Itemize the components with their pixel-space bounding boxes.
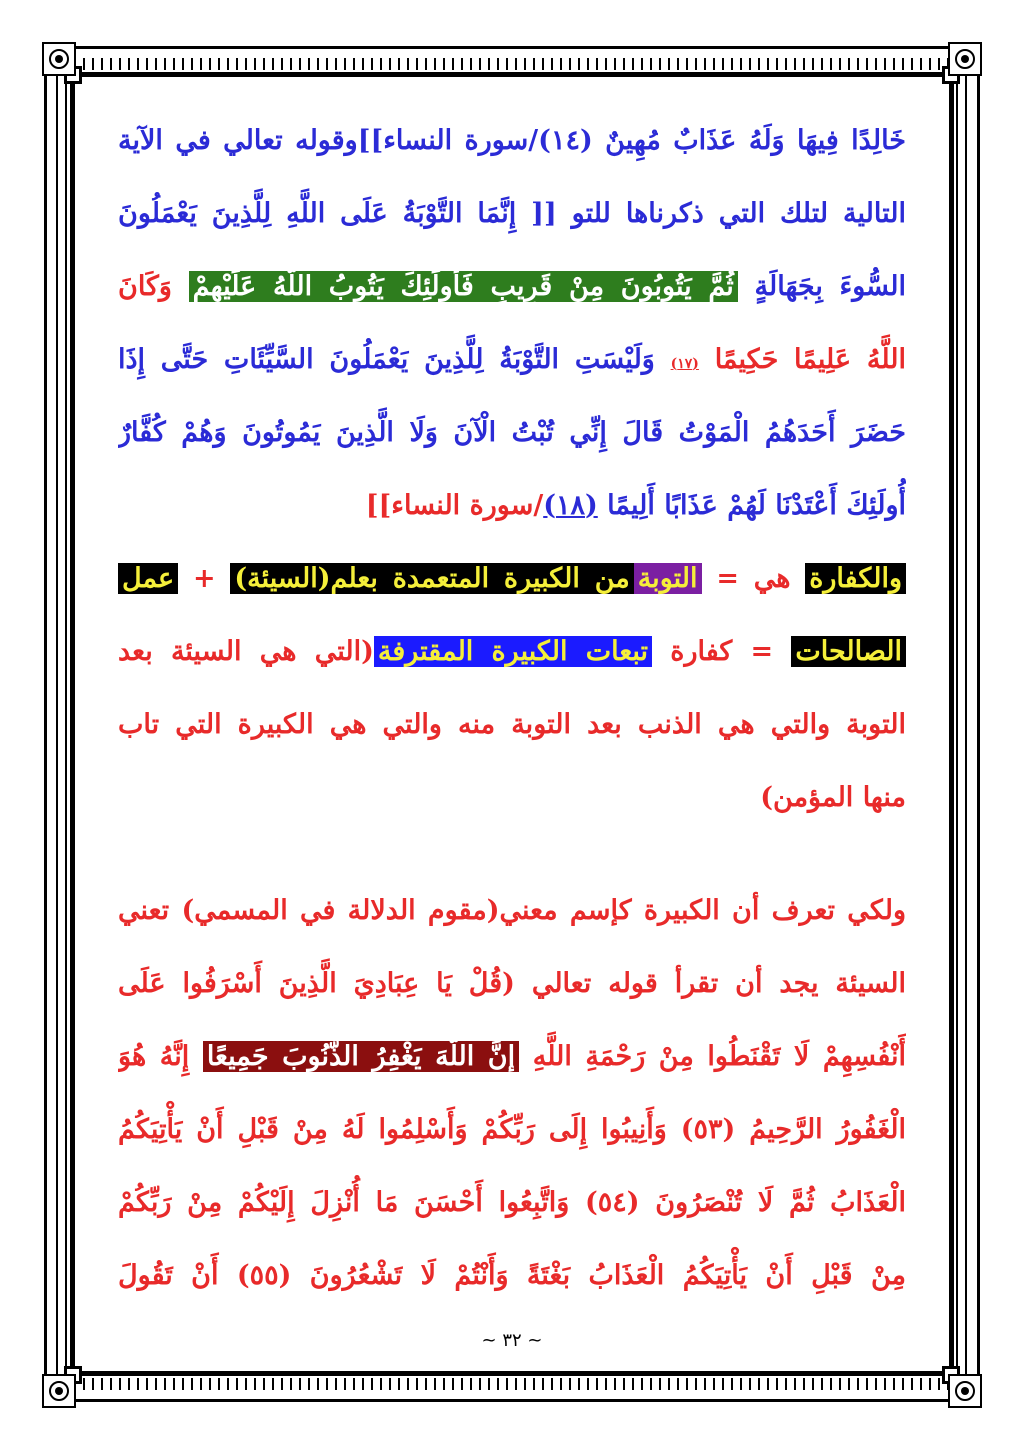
verse-text: الْعَذَابُ ثُمَّ لَا تُنْصَرُونَ (٥٤) وَاتَّبِعُوا أَحْسَنَ مَا أُنْزِلَ إِلَيْكُمْ مِنْ رَبِّكُمْ [118,1187,906,1218]
highlighted-term: عمل [118,563,178,594]
text-line [118,177,906,250]
body-text: + [192,563,216,594]
corner-ornament-icon [948,1374,982,1408]
text-line [118,1166,906,1239]
corner-ornament-icon [42,1374,76,1408]
verse-text: الْغَفُورُ الرَّحِيمُ (٥٣) وَأَنِيبُوا إِلَى رَبِّكُمْ وَأَسْلِمُوا لَهُ مِنْ قَبْلِ أَنْ يَأْتِيَكُمُ [118,1114,906,1145]
text-line [118,761,906,834]
verse-text: السُّوءَ بِجَهَالَةٍ [754,271,906,302]
verse-number: (١٨) [543,490,598,521]
verse-text: وَلَيْسَتِ التَّوْبَةُ لِلَّذِينَ يَعْمَلُونَ السَّيِّئَاتِ حَتَّى إِذَا [118,344,655,375]
verse-text: حَضَرَ أَحَدَهُمُ الْمَوْتُ قَالَ إِنِّي تُبْتُ الْآنَ وَلَا الَّذِينَ يَمُوتُونَ وَهُمْ كُفَّارٌ [118,417,906,448]
text-line [118,250,906,323]
highlighted-term: الصالحات [791,636,906,667]
body-text: = كفارة [670,636,774,667]
verse-text: التالية لتلك التي ذكرناها للتو [[ إِنَّمَا التَّوْبَةُ عَلَى اللَّهِ لِلَّذِينَ يَعْمَلُونَ [118,198,906,229]
verse-number: (١٧) [670,356,699,372]
text-line [118,615,906,688]
body-text: منها المؤمن) [760,782,906,813]
text-line [118,874,906,947]
highlighted-verse: إِنَّ اللَّهَ يَغْفِرُ الذُّنُوبَ جَمِيعًا [203,1041,519,1072]
highlighted-term: تبعات الكبيرة المقترفة [374,636,652,667]
text-line [118,469,906,542]
text-line [118,323,906,396]
verse-text: خَالِدًا فِيهَا وَلَهُ عَذَابٌ مُهِينٌ (١٤)/سورة النساء]]وقوله تعالي في الآية [118,125,906,156]
verse-text: وَكَانَ [118,271,172,302]
surah-reference: /سورة النساء]] [365,490,544,521]
text-line [118,396,906,469]
highlighted-term: التوبة [634,563,702,594]
text-line [118,1093,906,1166]
verse-text: مِنْ قَبْلِ أَنْ يَأْتِيَكُمُ الْعَذَابُ بَغْتَةً وَأَنْتُمْ لَا تَشْعُرُونَ (٥٥) أَنْ تَقُولَ [118,1260,906,1291]
body-text: السيئة يجد أن تقرأ قوله تعالي (قُلْ يَا عِبَادِيَ الَّذِينَ أَسْرَفُوا عَلَى [118,968,906,999]
corner-ornament-icon [42,42,76,76]
text-line [118,688,906,761]
verse-text: اللَّهُ عَلِيمًا حَكِيمًا [714,344,906,375]
highlighted-verse: ثُمَّ يَتُوبُونَ مِنْ قَرِيبٍ فَأُولَئِكَ يَتُوبُ اللَّهُ عَلَيْهِمْ [189,271,738,302]
body-text: (التي هي السيئة بعد [118,636,374,667]
verse-text: أَنْفُسِهِمْ لَا تَقْنَطُوا مِنْ رَحْمَةِ اللَّهِ [532,1041,906,1072]
corner-ornament-icon [948,42,982,76]
highlighted-term: والكفارة [805,563,906,594]
page-number: ~ ٣٢ ~ [481,1330,543,1351]
text-line [118,1020,906,1093]
text-line [118,1239,906,1312]
paragraph-gap [118,834,906,874]
text-line [118,104,906,177]
body-text: هي = [716,563,791,594]
document-body [118,104,906,1312]
highlighted-term: من الكبيرة المتعمدة بعلم(السيئة) [230,563,633,594]
verse-text: أُولَئِكَ أَعْتَدْنَا لَهُمْ عَذَابًا أَلِيمًا [607,490,906,521]
text-line [118,542,906,615]
body-text: التوبة والتي هي الذنب بعد التوبة منه والتي هي الكبيرة التي تاب [118,709,906,740]
verse-text: إِنَّهُ هُوَ [118,1041,190,1072]
body-text: ولكي تعرف أن الكبيرة كإسم معني(مقوم الدلالة في المسمي) تعني [118,895,906,926]
text-line [118,947,906,1020]
